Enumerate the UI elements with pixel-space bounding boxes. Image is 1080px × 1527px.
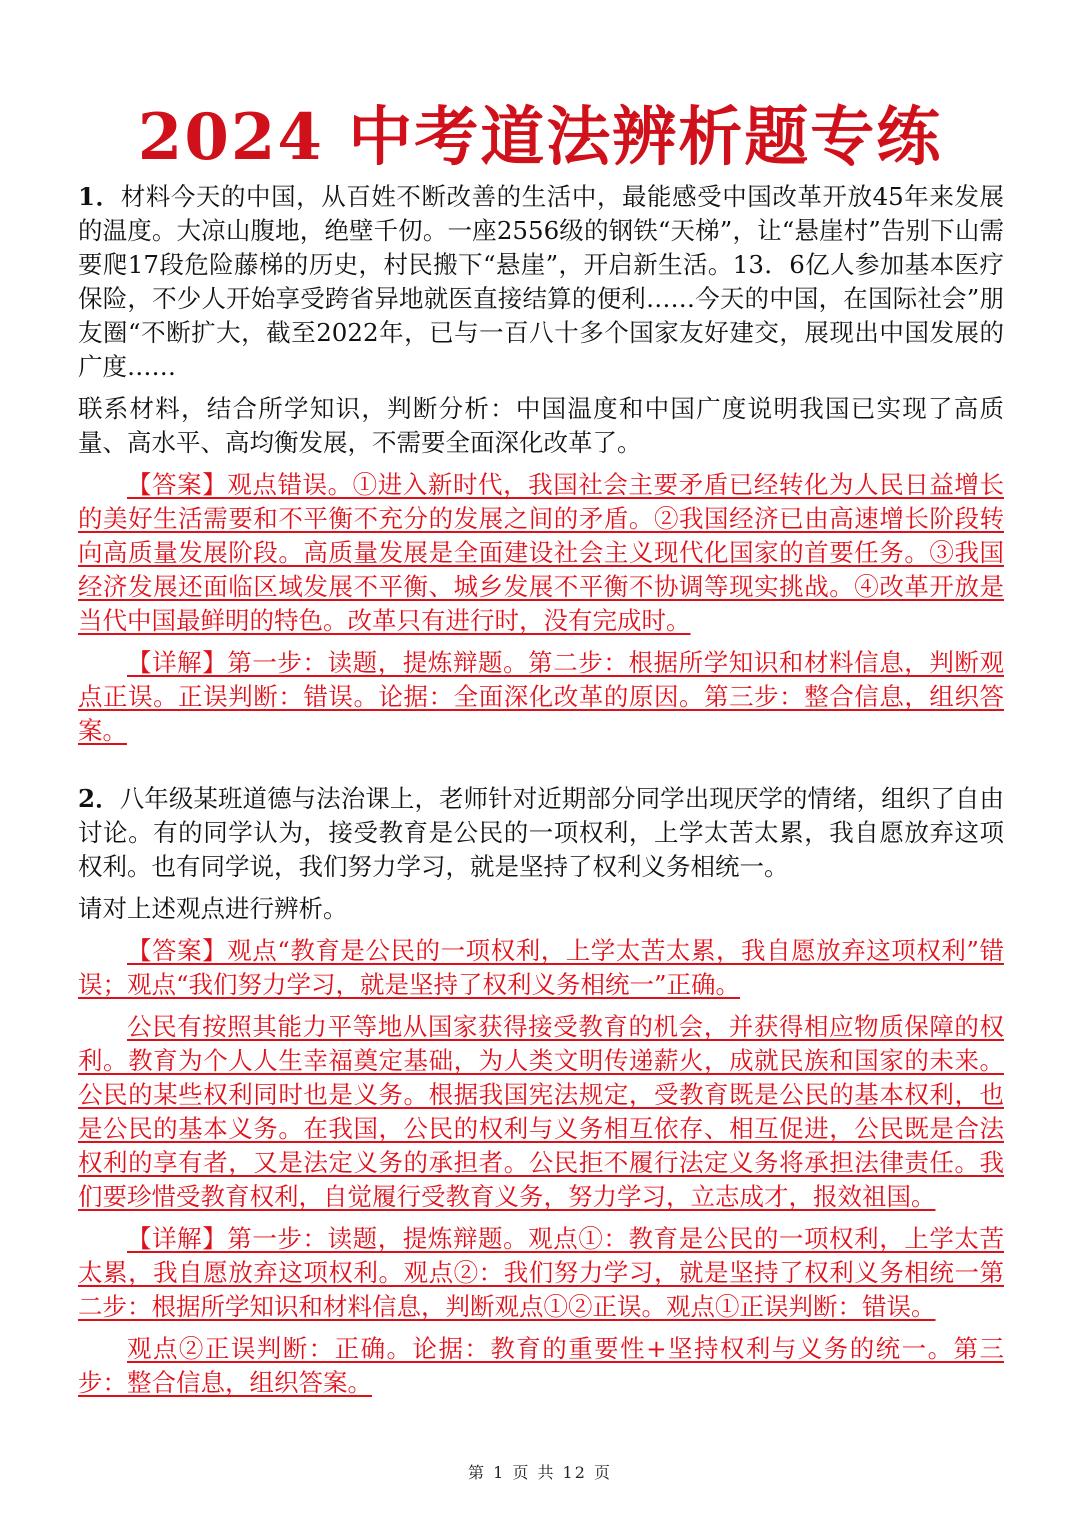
question-2-explanation-continued: 观点②正误判断：正确。论据：教育的重要性+坚持权利与义务的统一。第三步：整合信息，组织答案。: [78, 1334, 1004, 1397]
question-1-prompt: 联系材料，结合所学知识，判断分析：中国温度和中国广度说明我国已实现了高质量、高水平、高均衡发展，不需要全面深化改革了。: [78, 394, 1004, 457]
question-1: [78, 180, 1004, 756]
question-1-number: 1．: [78, 182, 121, 211]
question-1-material: [78, 180, 1004, 384]
document-title: 2024 中考道法辨析题专练: [137, 100, 943, 175]
question-2-prompt: 请对上述观点进行辨析。: [78, 894, 348, 923]
question-1-explanation: 【详解】第一步：读题，提炼辩题。第二步：根据所学知识和材料信息，判断观点正误。正误判断：错误。论据：全面深化改革的原因。第三步：整合信息，组织答案。: [78, 648, 1004, 745]
question-2-answer-detail: 公民有按照其能力平等地从国家获得接受教育的机会，并获得相应物质保障的权利。教育为个人人生幸福奠定基础，为人类文明传递薪火，成就民族和国家的未来。公民的某些权利同时也是义务。根据我国宪法规定，受教育既是公民的基本权利，也是公民的基本义务。在我国，公民的权利与义务相互依存、相互促进，公民既是合法权利的享有者，又是法定义务的承担者。公民拒不履行法定义务将承担法律责任。我们要珍惜受教育权利，自觉履行受教育义务，努力学习，立志成才，报效祖国。: [78, 1012, 1004, 1211]
question-1-material-text: 材料今天的中国，从百姓不断改善的生活中，最能感受中国改革开放45年来发展的温度。大凉山腹地，绝壁千仞。一座2556级的钢铁“天梯”，让“悬崖村”告别下山需要爬17段危险藤梯的历史，村民搬下“悬崖”，开启新生活。13．6亿人参加基本医疗保险，不少人开始享受跨省异地就医直接结算的便利……今天的中国，在国际社会”朋友圈“不断扩大，截至2022年，已与一百八十多个国家友好建交，展现出中国发展的广度……: [78, 182, 1004, 381]
question-1-answer: 【答案】观点错误。①进入新时代，我国社会主要矛盾已经转化为人民日益增长的美好生活需要和不平衡不充分的发展之间的矛盾。②我国经济已由高速增长阶段转向高质量发展阶段。高质量发展是全面建设社会主义现代化国家的首要任务。③我国经济发展还面临区域发展不平衡、城乡发展不平衡不协调等现实挑战。④改革开放是当代中国最鲜明的特色。改革只有进行时，没有完成时。: [78, 470, 1004, 635]
page-number: 第 1 页 共 12 页: [468, 1463, 612, 1482]
question-2-answer: 【答案】观点“教育是公民的一项权利，上学太苦太累，我自愿放弃这项权利”错误；观点“我们努力学习，就是坚持了权利义务相统一”正确。: [78, 936, 1004, 999]
question-2-material-text: 八年级某班道德与法治课上，老师针对近期部分同学出现厌学的情绪，组织了自由讨论。有的同学认为，接受教育是公民的一项权利，上学太苦太累，我自愿放弃这项权利。也有同学说，我们努力学习，就是坚持了权利义务相统一。: [78, 784, 1004, 881]
question-2-material: [78, 782, 1004, 884]
question-2-explanation: 【详解】第一步：读题，提炼辩题。观点①：教育是公民的一项权利，上学太苦太累，我自愿放弃这项权利。观点②：我们努力学习，就是坚持了权利义务相统一第二步：根据所学知识和材料信息，判断观点①②正误。观点①正误判断：错误。: [78, 1224, 1004, 1321]
question-2-number: 2．: [78, 784, 120, 813]
question-2: [78, 782, 1004, 1408]
